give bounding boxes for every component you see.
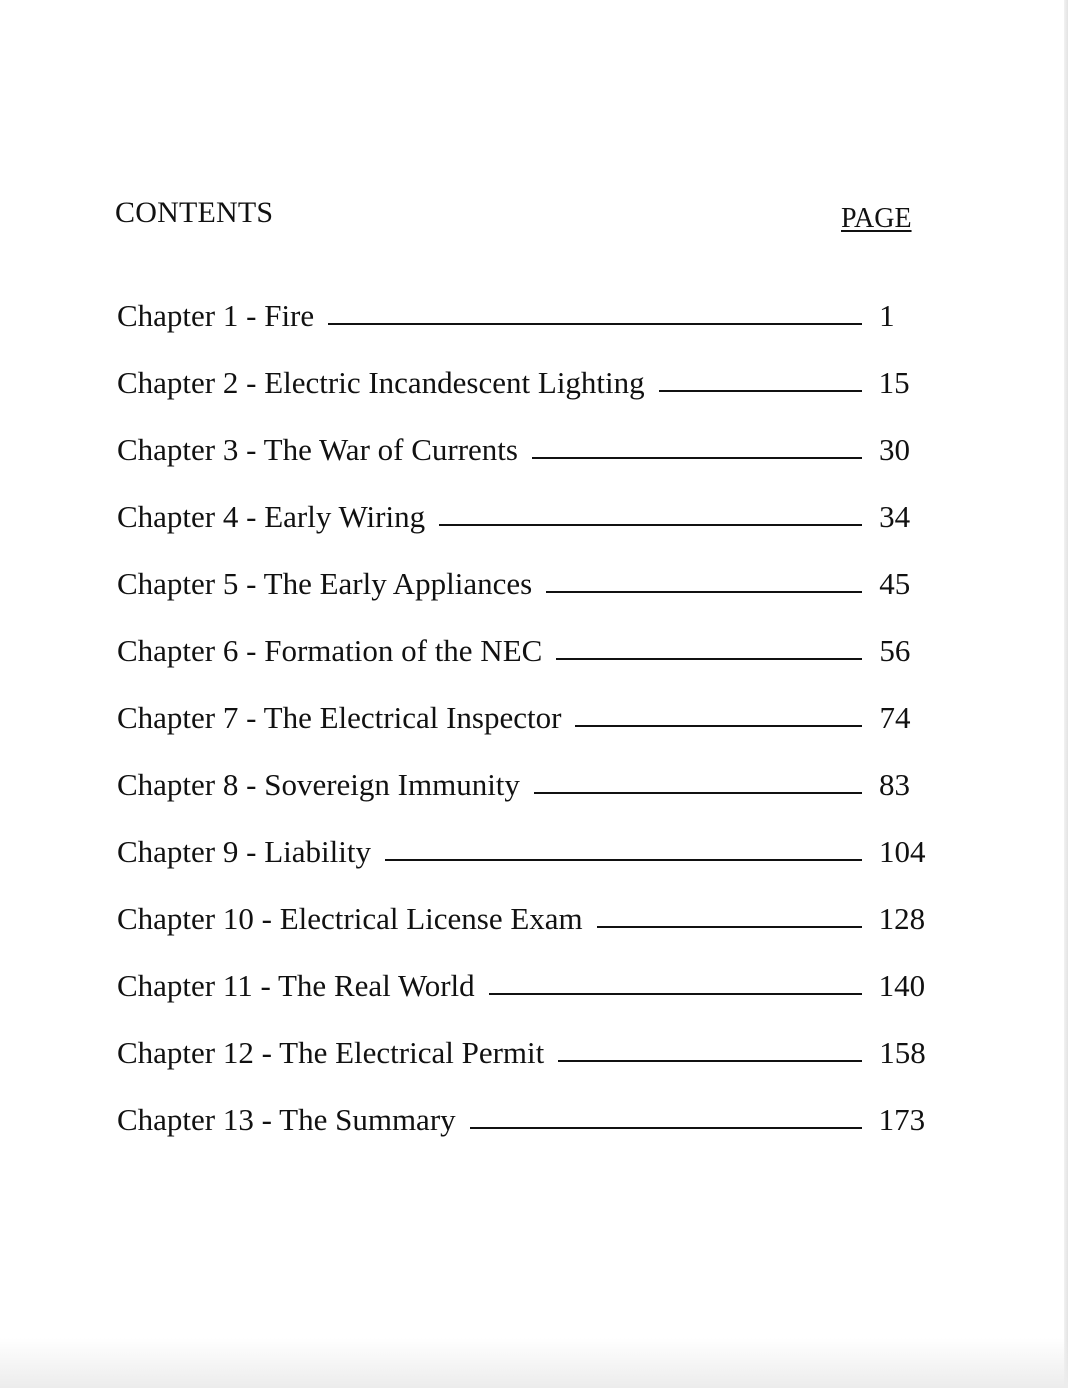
page-edge-shadow xyxy=(1064,0,1068,1388)
table-of-contents xyxy=(117,264,937,1135)
toc-entry-title: Chapter 9 - Liability xyxy=(117,834,371,869)
toc-entry-title: Chapter 10 - Electrical License Exam xyxy=(117,901,583,936)
toc-entry xyxy=(117,599,937,666)
toc-leader-line xyxy=(659,390,862,392)
toc-entry-title: Chapter 2 - Electric Incandescent Lighting xyxy=(117,365,645,400)
toc-page-number: 83 xyxy=(878,767,910,802)
toc-entry xyxy=(117,264,937,331)
toc-leader-line xyxy=(575,725,862,727)
toc-entry xyxy=(117,800,937,867)
toc-entry-title: Chapter 5 - The Early Appliances xyxy=(117,566,533,601)
toc-leader-line xyxy=(534,792,862,794)
toc-leader-line xyxy=(597,926,862,928)
toc-leader-line xyxy=(532,457,862,459)
toc-page-number: 15 xyxy=(878,365,910,400)
toc-page-number: 30 xyxy=(878,432,910,467)
toc-page-number: 56 xyxy=(879,633,911,668)
toc-entry xyxy=(117,532,937,599)
toc-page-number: 173 xyxy=(878,1102,926,1137)
toc-leader-line xyxy=(470,1127,862,1129)
toc-leader-line xyxy=(328,323,862,325)
toc-page-number: 34 xyxy=(879,499,911,534)
toc-page-number: 128 xyxy=(878,901,926,936)
toc-entry-title: Chapter 13 - The Summary xyxy=(117,1102,456,1137)
toc-entry xyxy=(117,1001,937,1068)
toc-page-number: 74 xyxy=(879,700,911,735)
contents-heading: CONTENTS xyxy=(115,196,274,229)
toc-entry xyxy=(117,733,937,800)
toc-entry-title: Chapter 8 - Sovereign Immunity xyxy=(117,767,520,802)
toc-leader-line xyxy=(558,1060,862,1062)
toc-entry xyxy=(117,666,937,733)
toc-page-number: 140 xyxy=(878,968,926,1003)
toc-entry xyxy=(117,1068,937,1135)
toc-entry xyxy=(117,398,937,465)
toc-page-number: 158 xyxy=(879,1035,926,1070)
toc-entry-title: Chapter 6 - Formation of the NEC xyxy=(117,633,543,668)
toc-entry xyxy=(117,465,937,532)
toc-entry xyxy=(117,331,937,398)
page-column-heading: PAGE xyxy=(841,203,912,234)
toc-entry-title: Chapter 11 - The Real World xyxy=(117,968,475,1003)
toc-page-number: 104 xyxy=(878,834,926,869)
toc-entry xyxy=(117,867,937,934)
toc-entry-title: Chapter 4 - Early Wiring xyxy=(117,499,426,534)
page-bottom-shadow xyxy=(0,1338,1068,1388)
toc-entry-title: Chapter 1 - Fire xyxy=(117,298,315,333)
toc-page-number: 45 xyxy=(879,566,911,601)
toc-leader-line xyxy=(556,658,862,660)
toc-entry xyxy=(117,934,937,1001)
toc-entry-title: Chapter 7 - The Electrical Inspector xyxy=(117,700,562,735)
toc-leader-line xyxy=(439,524,862,526)
toc-entry-title: Chapter 3 - The War of Currents xyxy=(117,432,518,467)
toc-leader-line xyxy=(385,859,862,861)
toc-entry-title: Chapter 12 - The Electrical Permit xyxy=(117,1035,545,1070)
toc-leader-line xyxy=(546,591,862,593)
toc-leader-line xyxy=(489,993,862,995)
toc-page-number: 1 xyxy=(879,298,895,333)
